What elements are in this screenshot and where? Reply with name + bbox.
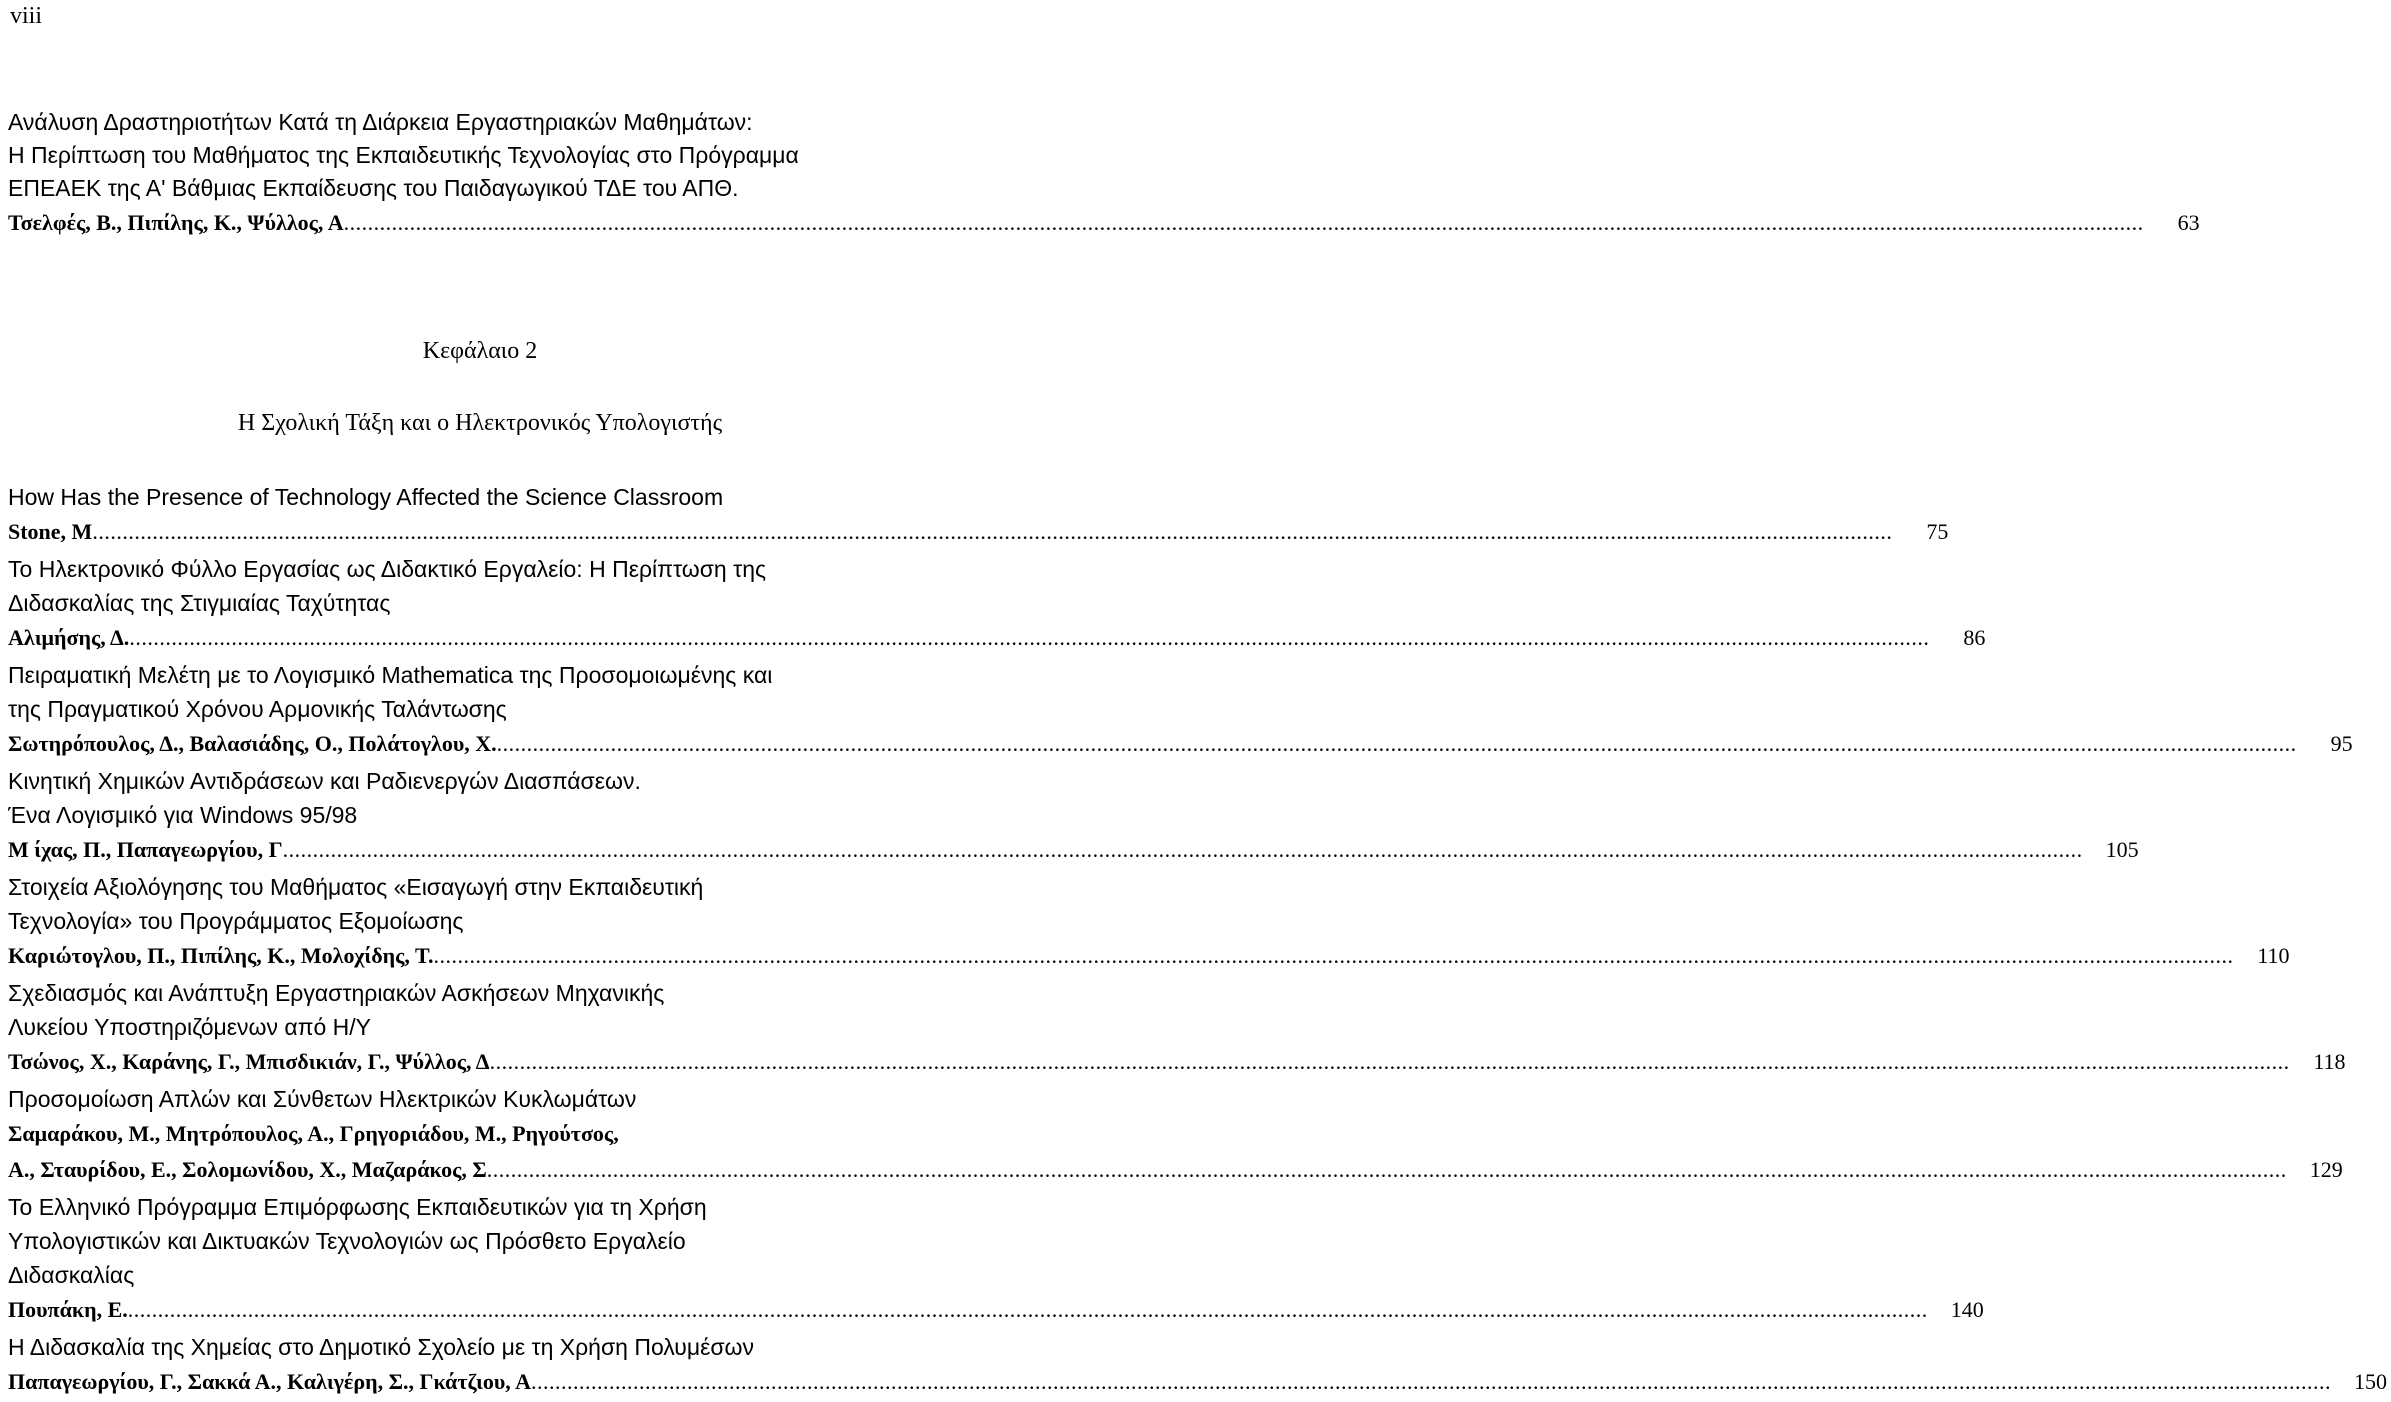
entry-author-line [8, 1116, 952, 1152]
entry-title-line: Ένα Λογισμικό για Windows 95/98 [8, 802, 358, 828]
page-number: viii [10, 3, 43, 29]
entry-authors: Σαμαράκου, Μ., Μητρόπουλος, Α., Γρηγοριάδου, Μ., Ρηγούτσος, [8, 1121, 619, 1146]
entry-authors: Μ ίχας, Π., Παπαγεωργίου, Γ [8, 837, 283, 862]
entry-authors: Stone, M [8, 519, 93, 544]
entry-author-line [8, 938, 2290, 974]
toc-entry [8, 764, 2139, 868]
toc-entry [8, 870, 2290, 974]
entry-author-line [8, 205, 2200, 241]
entry-page: 129 [2309, 1157, 2343, 1182]
entry-title-line: της Πραγματικού Χρόνου Αρμονικής Ταλάντωσης [8, 696, 507, 722]
entry-title-line: Τεχνολογία» του Προγράμματος Εξομοίωσης [8, 908, 464, 934]
entry-title-line: Κινητική Χημικών Αντιδράσεων και Ραδιενεργών Διασπάσεων. [8, 768, 641, 794]
entry-page: 86 [1963, 625, 1986, 650]
dot-leader: ............................................................................................................................................................................................................................................................................................................ [343, 210, 2144, 235]
entry-authors: Τσώνος, Χ., Καράνης, Γ., Μπισδικιάν, Γ., Ψύλλος, Δ [8, 1049, 490, 1074]
entry-title-line: Προσομοίωση Απλών και Σύνθετων Ηλεκτρικών Κυκλωμάτων [8, 1086, 637, 1112]
entry-title-line: Στοιχεία Αξιολόγησης του Μαθήματος «Εισαγωγή στην Εκπαιδευτική [8, 874, 704, 900]
table-of-contents [8, 480, 2387, 1402]
entry-author-line [8, 832, 2139, 868]
entry-authors: Α., Σταυρίδου, Ε., Σολομωνίδου, Χ., Μαζαράκος, Σ [8, 1157, 487, 1182]
entry-title-line: Λυκείου Υποστηριζόμενων από Η/Υ [8, 1014, 372, 1040]
toc-entry [8, 552, 1986, 656]
entry-page: 95 [2330, 731, 2353, 756]
entry-page: 105 [2105, 837, 2139, 862]
entry-page: 110 [2257, 943, 2290, 968]
dot-leader: ............................................................................................................................................................................................................................................................................................................ [433, 943, 2234, 968]
entry-title-line: Διδασκαλίας της Στιγμιαίας Ταχύτητας [8, 590, 391, 616]
entry-title-line: Πειραματική Μελέτη με το Λογισμικό Mathematica της Προσομοιωμένης και [8, 662, 773, 688]
entry-page: 118 [2313, 1049, 2346, 1074]
entry-page: 75 [1926, 519, 1949, 544]
entry-author-line [8, 1152, 2343, 1188]
entry-title-line: How Has the Presence of Technology Affected the Science Classroom [8, 484, 724, 510]
entry-title-line: Υπολογιστικών και Δικτυακών Τεχνολογιών ως Πρόσθετο Εργαλείο [8, 1228, 686, 1254]
dot-leader: ............................................................................................................................................................................................................................................................................................................ [486, 1157, 2287, 1182]
entry-authors: Αλιμήσης, Δ. [8, 625, 130, 650]
entry-title-line: Η Περίπτωση του Μαθήματος της Εκπαιδευτικής Τεχνολογίας στο Πρόγραμμα [8, 142, 799, 168]
toc-entry-intro [8, 106, 2200, 241]
entry-title-line: Διδασκαλίας [8, 1262, 135, 1288]
entry-authors: Παπαγεωργίου, Γ., Σακκά Α., Καλιγέρη, Σ., Γκάτζιου, Α [8, 1369, 531, 1394]
toc-entry [8, 1190, 1984, 1328]
dot-leader: ............................................................................................................................................................................................................................................................................................................ [282, 837, 2083, 862]
toc-entry [8, 1082, 2343, 1188]
toc-entry [8, 1330, 2387, 1400]
dot-leader: ............................................................................................................................................................................................................................................................................................................ [496, 731, 2297, 756]
entry-author-line [8, 514, 1949, 550]
entry-title-line: Το Ελληνικό Πρόγραμμα Επιμόρφωσης Εκπαιδευτικών για τη Χρήση [8, 1194, 707, 1220]
entry-authors: Τσελφές, Β., Πιπίλης, Κ., Ψύλλος, Α [8, 210, 344, 235]
entry-title-line: ΕΠΕΑΕΚ της Α' Βάθμιας Εκπαίδευσης του Παιδαγωγικού ΤΔΕ του ΑΠΘ. [8, 175, 739, 201]
entry-authors: Σωτηρόπουλος, Δ., Βαλασιάδης, Ο., Πολάτογλου, Χ. [8, 731, 497, 756]
entry-title-line: Σχεδιασμός και Ανάπτυξη Εργαστηριακών Ασκήσεων Μηχανικής [8, 980, 665, 1006]
toc-entry [8, 658, 2353, 762]
entry-page: 150 [2353, 1369, 2387, 1394]
toc-entry [8, 480, 1949, 550]
dot-leader: ............................................................................................................................................................................................................................................................................................................ [489, 1049, 2290, 1074]
entry-author-line [8, 1292, 1984, 1328]
entry-authors: Πουπάκη, Ε. [8, 1297, 128, 1322]
entry-page: 63 [2177, 210, 2200, 235]
toc-entry [8, 976, 2346, 1080]
entry-title-line: Ανάλυση Δραστηριοτήτων Κατά τη Διάρκεια Εργαστηριακών Μαθημάτων: [8, 109, 753, 135]
chapter-heading: Κεφάλαιο 2 [422, 338, 538, 364]
dot-leader: ............................................................................................................................................................................................................................................................................................................ [530, 1369, 2331, 1394]
entry-author-line [8, 620, 1986, 656]
entry-page: 140 [1950, 1297, 1984, 1322]
dot-leader: ............................................................................................................................................................................................................................................................................................................ [127, 1297, 1928, 1322]
chapter-title: Η Σχολική Τάξη και ο Ηλεκτρονικός Υπολογιστής [237, 410, 723, 436]
entry-title-line: Η Διδασκαλία της Χημείας στο Δημοτικό Σχολείο με τη Χρήση Πολυμέσων [8, 1334, 754, 1360]
entry-authors: Καριώτογλου, Π., Πιπίλης, Κ., Μολοχίδης, Τ. [8, 943, 434, 968]
entry-title-line: Το Ηλεκτρονικό Φύλλο Εργασίας ως Διδακτικό Εργαλείο: Η Περίπτωση της [8, 556, 767, 582]
dot-leader: ............................................................................................................................................................................................................................................................................................................ [129, 625, 1930, 650]
entry-author-line [8, 726, 2353, 762]
dot-leader: ............................................................................................................................................................................................................................................................................................................ [92, 519, 1893, 544]
entry-author-line [8, 1364, 2387, 1400]
entry-author-line [8, 1044, 2346, 1080]
